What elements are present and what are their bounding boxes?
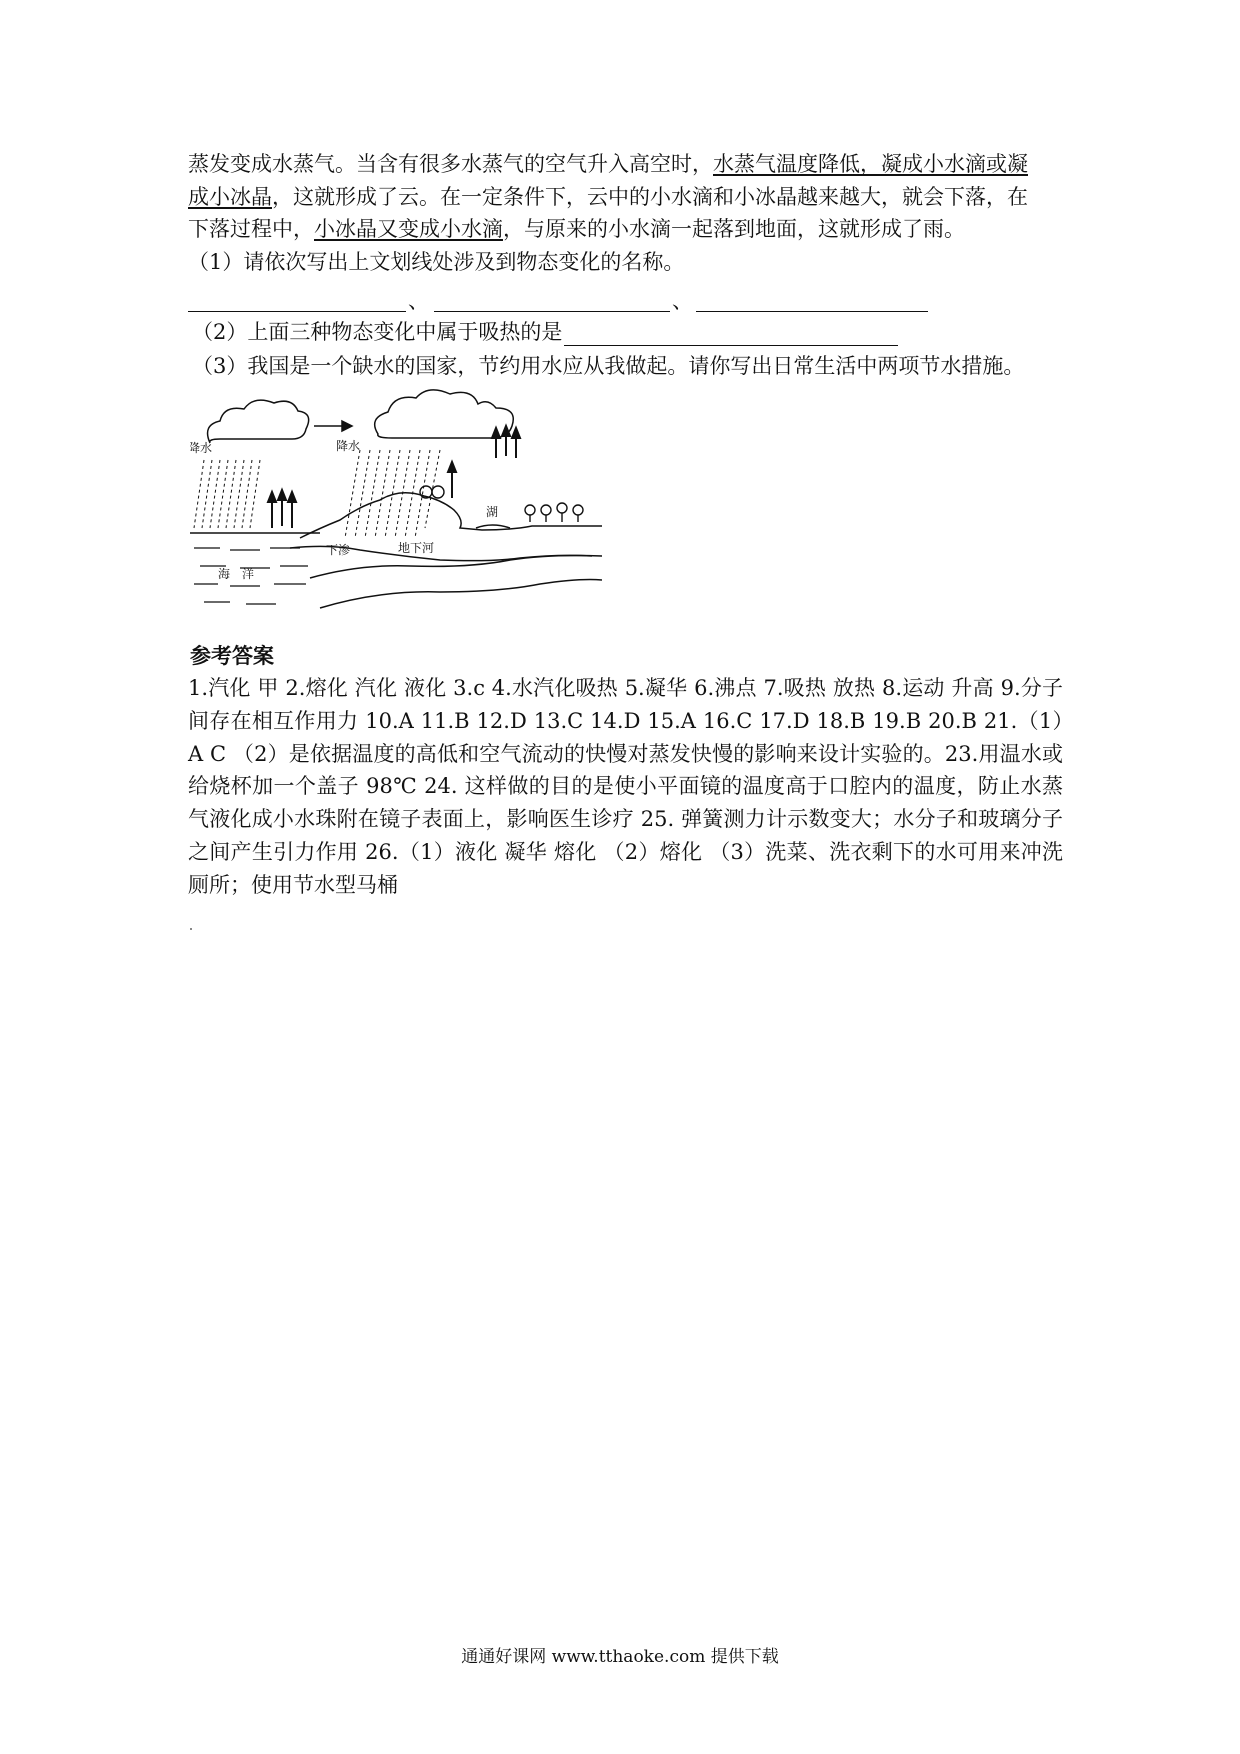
answer-blank-q2[interactable] <box>564 323 898 346</box>
ground-layer-3 <box>320 580 602 609</box>
rain-left <box>194 460 260 528</box>
passage-paragraph <box>188 148 1060 278</box>
water-cycle-figure <box>190 388 602 618</box>
evaporation-arrows-mid <box>448 462 456 498</box>
passage-text: 下落过程中， <box>188 217 314 241</box>
passage-line-3 <box>188 213 1060 246</box>
answers-text: 1.汽化 甲 2.熔化 汽化 液化 3.c 4.水汽化吸热 5.凝华 6.沸点 7.吸热 放热 8.运动 升高 9.分子间存在相互作用力 10.A 11.B 12.D 13.C 14.D 15.A 16.C 17.D 18.B 19.B 20.B 21.（1）A C （2）是依据温度的高低和空气流动的快慢对蒸发快慢的影响来设计实验的。23.用温水或给烧杯加一个盖子 98℃ 24. 这样做的目的是使小平面镜的温度高于口腔内的温度，防止水蒸气液化成小水珠附在镜子表面上，影响医生诊疗 25. 弹簧测力计示数变大；水分子和玻璃分子之间产生引力作用 26.（1）液化 凝华 熔化 （2）熔化 （3）洗菜、洗衣剩下的水可用来冲洗厕所；使用节水型马桶 <box>188 676 1063 897</box>
answers-title: 参考答案 <box>190 643 274 668</box>
label-seep: 下渗 <box>326 543 351 557</box>
passage-text: 蒸发变成水蒸气。当含有很多水蒸气的空气升入高空时， <box>188 152 713 176</box>
answer-blank-2[interactable] <box>434 311 670 312</box>
cloud-left <box>208 400 309 443</box>
answer-blank-3[interactable] <box>696 311 928 312</box>
answer-blanks-q1 <box>188 286 1008 316</box>
ground-layer-2 <box>310 556 602 579</box>
question-2-text: （2）上面三种物态变化中属于吸热的是 <box>192 320 563 344</box>
cloud-right <box>375 390 514 438</box>
passage-line-1 <box>188 148 1060 181</box>
answer-blank-1[interactable] <box>188 311 406 312</box>
passage-text: ，这就形成了云。在一定条件下，云中的小水滴和小冰晶越来越大，就会下落，在 <box>272 184 1028 209</box>
label-ocean: 海 洋 <box>218 567 255 581</box>
footer-text: 通通好课网 www.tthaoke.com 提供下载 <box>461 1647 779 1667</box>
evaporation-arrows-right <box>492 426 520 458</box>
mountain <box>300 493 602 538</box>
lake <box>476 525 510 528</box>
label-rain-right: 降水 <box>336 439 361 453</box>
passage-text: ，与原来的小水滴一起落到地面，这就形成了雨。 <box>503 217 965 241</box>
label-rain-left: 降水 <box>190 441 213 455</box>
underlined-phrase-1-cont: 成小冰晶 <box>188 184 272 209</box>
question-2 <box>192 316 898 346</box>
label-groundwater: 地下河 <box>398 541 435 555</box>
question-1: （1）请依次写出上文划线处涉及到物态变化的名称。 <box>188 249 685 274</box>
underlined-phrase-2: 小冰晶又变成小水滴 <box>314 217 503 241</box>
separator: 、 <box>672 289 693 313</box>
water-cycle-illustration <box>190 388 602 618</box>
question-3: （3）我国是一个缺水的国家，节约用水应从我做起。请你写出日常生活中两项节水措施。 <box>192 354 1025 378</box>
underlined-phrase-1: 水蒸气温度降低，凝成小水滴或凝 <box>713 152 1028 176</box>
label-lake: 湖 <box>486 505 499 519</box>
separator: 、 <box>408 289 429 313</box>
evaporation-arrows-left <box>268 490 296 528</box>
passage-line-2 <box>188 181 1060 214</box>
stray-dot <box>190 928 192 930</box>
